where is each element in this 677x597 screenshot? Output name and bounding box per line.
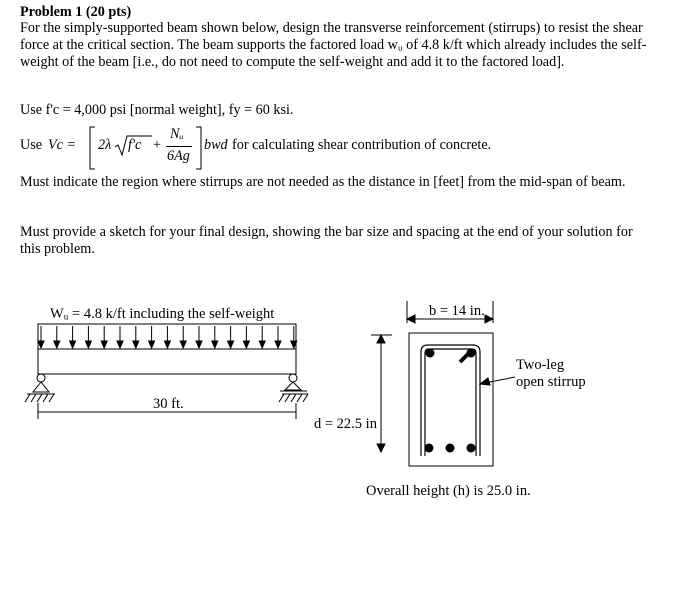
load-arrow-head — [164, 341, 170, 348]
vc-suffix: for calculating shear contribution of concrete. — [232, 137, 492, 153]
load-arrow-head — [259, 341, 265, 348]
materials-line: Use f'c = 4,000 psi [normal weight], fy = 60 ksi. — [20, 102, 294, 118]
load-arrow-head — [212, 341, 218, 348]
requirement-stirrup-region: Must indicate the region where stirrups are not needed as the distance in [feet] from the mid-span of beam. — [20, 174, 626, 190]
depth-label: d = 22.5 in — [314, 416, 377, 432]
load-arrow-head — [117, 341, 123, 348]
load-arrow-head — [149, 341, 155, 348]
bottom-bar — [467, 444, 476, 453]
vc-denominator: 6Ag — [167, 148, 190, 164]
span-label: 30 ft. — [153, 396, 184, 412]
vc-sqrt-arg: f'c — [128, 137, 142, 153]
height-note: Overall height (h) is 25.0 in. — [366, 483, 531, 499]
pin-support-icon — [25, 374, 55, 402]
load-arrow-head — [228, 341, 234, 348]
load-arrow-head — [54, 341, 60, 348]
vc-lhs: Vc = — [48, 137, 77, 153]
stirrup-inner — [425, 349, 476, 456]
vc-coefficient: 2λ — [98, 137, 112, 153]
load-arrow-head — [243, 341, 249, 348]
problem-title: Problem 1 (20 pts) — [20, 4, 132, 20]
load-label: Wᵤ = 4.8 k/ft including the self-weight — [50, 306, 275, 322]
width-label: b = 14 in. — [429, 303, 485, 319]
beam-elevation — [38, 349, 296, 374]
load-arrow-head — [180, 341, 186, 348]
vc-prefix: Use — [20, 137, 43, 153]
load-arrow-head — [70, 341, 76, 348]
stirrup-label-line2: open stirrup — [516, 374, 586, 390]
load-arrow-head — [133, 341, 139, 348]
top-bar — [426, 349, 435, 358]
depth-dimension — [371, 335, 392, 452]
load-arrow-head — [101, 341, 107, 348]
stirrup-outer — [421, 345, 480, 456]
requirement-sketch: Must provide a sketch for your final design, showing the bar size and spacing at the end of your solution for this problem. — [20, 224, 633, 257]
stirrup-pointer-arrow — [480, 377, 515, 385]
vc-plus: + — [153, 137, 162, 153]
top-bar — [467, 349, 476, 358]
vc-tail: bwd — [204, 137, 228, 153]
problem-statement: For the simply-supported beam shown below, design the transverse reinforcement (stirrups) to resist the shear force at the critical section. The beam supports the factored load wᵤ of 4.8 k/ft which already includes the self-weight of the beam [i.e., do not need to compute the self-weight and add it to the factored load]. — [20, 20, 647, 70]
load-arrow-head — [85, 341, 91, 348]
stirrup-label-line1: Two-leg — [516, 357, 565, 373]
load-arrows — [38, 326, 297, 348]
load-arrow-head — [275, 341, 281, 348]
roller-support-icon — [279, 374, 308, 402]
load-arrow-head — [196, 341, 202, 348]
bottom-bar — [446, 444, 455, 453]
load-arrow-head — [38, 341, 44, 348]
bottom-bar — [425, 444, 434, 453]
vc-numerator: Nᵤ — [170, 126, 184, 142]
